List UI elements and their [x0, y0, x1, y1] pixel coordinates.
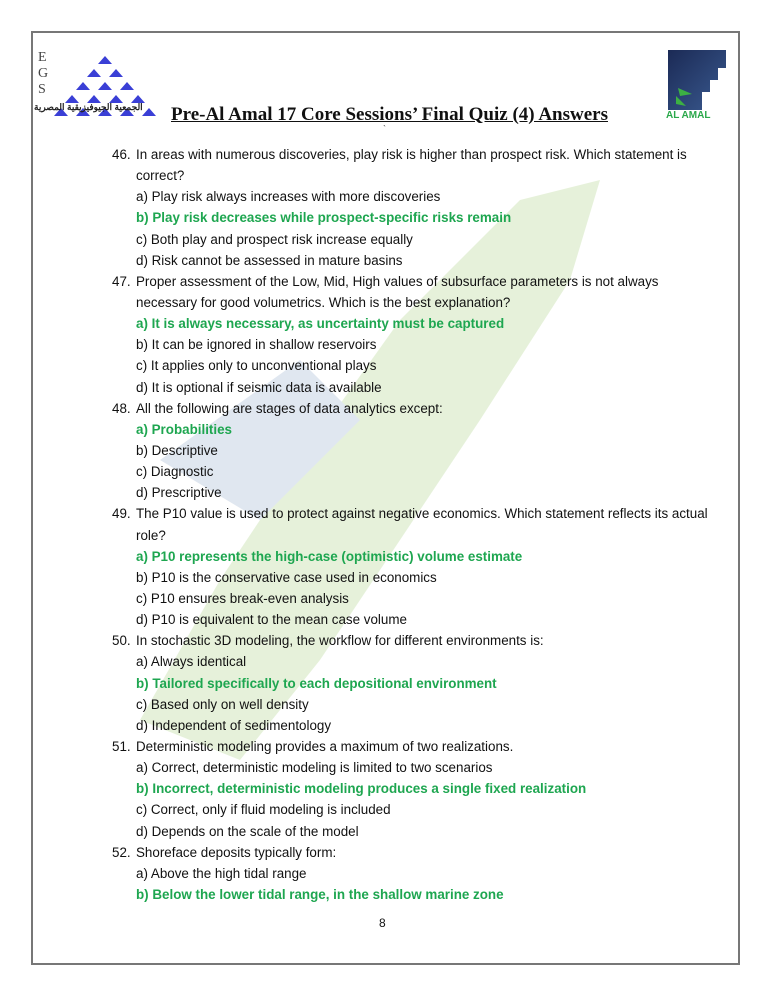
- question-number: 47.: [112, 273, 131, 289]
- answer-option: b) It can be ignored in shallow reservoirs: [136, 337, 377, 353]
- correct-answer-option: a) P10 represents the high-case (optimistic) volume estimate: [136, 548, 523, 564]
- correct-answer-option: b) Tailored specifically to each depositional environment: [136, 675, 497, 691]
- answer-option: d) P10 is equivalent to the mean case volume: [136, 612, 407, 628]
- answer-option: c) It applies only to unconventional plays: [136, 358, 377, 374]
- quiz-content: [112, 144, 712, 905]
- pyramid-triangle: [87, 69, 101, 77]
- egs-letter: G: [38, 66, 49, 81]
- answer-option: c) P10 ensures break-even analysis: [136, 590, 349, 606]
- answer-option: b) P10 is the conservative case used in economics: [136, 569, 437, 585]
- answer-option: d) Risk cannot be assessed in mature basins: [136, 252, 403, 268]
- correct-answer-option: b) Below the lower tidal range, in the shallow marine zone: [136, 886, 504, 902]
- answer-option: a) Play risk always increases with more discoveries: [136, 189, 441, 205]
- stray-mark: `: [383, 124, 386, 134]
- pyramid-triangle: [109, 69, 123, 77]
- question-text: The P10 value is used to protect against negative economics. Which statement reflects its actual role?: [136, 506, 708, 543]
- answer-option: d) Independent of sedimentology: [136, 717, 332, 733]
- answer-option: c) Based only on well density: [136, 696, 309, 712]
- question-number: 49.: [112, 506, 131, 522]
- correct-answer-option: a) It is always necessary, as uncertainty must be captured: [136, 316, 505, 332]
- answer-option: c) Diagnostic: [136, 464, 214, 480]
- question-number: 50.: [112, 633, 131, 649]
- answer-option: c) Correct, only if fluid modeling is included: [136, 802, 391, 818]
- al-amal-logo-text: AL AMAL: [666, 110, 711, 121]
- question-text: Shoreface deposits typically form:: [136, 844, 337, 860]
- question-text: Proper assessment of the Low, Mid, High values of subsurface parameters is not always necessary for good volumetrics. Which is the best explanation?: [136, 273, 659, 310]
- pyramid-triangle: [98, 56, 112, 64]
- question: [112, 503, 712, 545]
- answer-option: d) Prescriptive: [136, 485, 222, 501]
- correct-answer-option: b) Incorrect, deterministic modeling produces a single fixed realization: [136, 781, 587, 797]
- question: [112, 271, 712, 313]
- pyramid-triangle: [142, 108, 156, 116]
- egs-logo-letters: [38, 50, 50, 98]
- question-number: 51.: [112, 738, 131, 754]
- pyramid-triangle: [120, 82, 134, 90]
- pyramid-triangle: [76, 82, 90, 90]
- question-number: 46.: [112, 147, 131, 162]
- page-number: 8: [379, 916, 386, 930]
- question: [112, 144, 712, 186]
- pyramid-triangle: [98, 82, 112, 90]
- question-number: 48.: [112, 400, 131, 416]
- answer-option: c) Both play and prospect risk increase equally: [136, 231, 413, 247]
- answer-option: a) Always identical: [136, 654, 247, 670]
- answer-option: d) It is optional if seismic data is available: [136, 379, 382, 395]
- correct-answer-option: a) Probabilities: [136, 421, 232, 437]
- question: [112, 398, 712, 419]
- answer-option: d) Depends on the scale of the model: [136, 823, 359, 839]
- egs-letter: S: [38, 82, 46, 97]
- question-number: 52.: [112, 844, 131, 860]
- question-text: In areas with numerous discoveries, play risk is higher than prospect risk. Which statement is correct?: [136, 147, 687, 184]
- question-text: Deterministic modeling provides a maximum of two realizations.: [136, 738, 514, 754]
- answer-option: b) Descriptive: [136, 442, 218, 458]
- page-title: Pre-Al Amal 17 Core Sessions’ Final Quiz (4) Answers: [171, 104, 608, 125]
- question: [112, 630, 712, 651]
- question-text: In stochastic 3D modeling, the workflow for different environments is:: [136, 633, 544, 649]
- answer-option: a) Above the high tidal range: [136, 865, 307, 881]
- egs-arabic-name: الجمعية الجيوفيزيقية المصرية: [34, 102, 143, 112]
- answer-option: a) Correct, deterministic modeling is limited to two scenarios: [136, 760, 493, 776]
- question-text: All the following are stages of data analytics except:: [136, 400, 443, 416]
- question: [112, 842, 712, 863]
- question: [112, 736, 712, 757]
- correct-answer-option: b) Play risk decreases while prospect-specific risks remain: [136, 210, 512, 226]
- egs-letter: E: [38, 50, 47, 65]
